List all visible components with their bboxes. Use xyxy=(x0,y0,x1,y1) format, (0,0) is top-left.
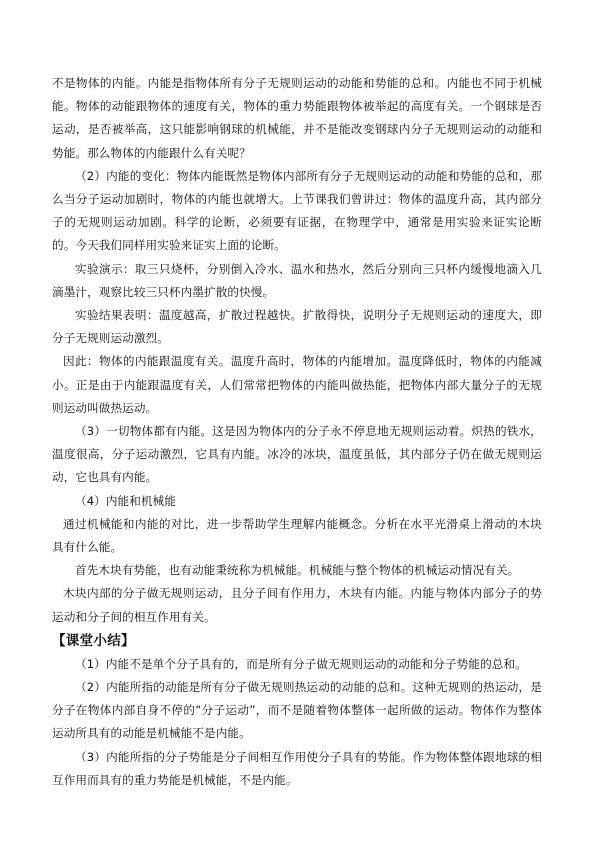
paragraph-all-objects-have-internal-energy: （3）一切物体都有内能。这是因为物体内的分子永不停息地无规则运动着。炽热的铁水，温度很高，分子运动激烈，它具有内能。冰冷的冰块，温度虽低，其内部分子仍在做无规则运动，它也具有内能。 xyxy=(52,424,542,485)
paragraph-internal-energy-change: （2）内能的变化：物体内能既然是物体内部所有分子无规则运动的动能和势能的总和，那么当分子运动加剧时，物体的内能也就增大。上节课我们曾讲过：物体的温度升高，其内部分子的无规则运动加剧。科学的论断，必须要有证据，在物理学中，通常是用实验来证实论断的。今天我们同样用实验来证实上面的论断。 xyxy=(52,168,542,253)
paragraph-block-internal-energy: 木块内部的分子做无规则运动，且分子间有作用力，木块有内能。内能与物体内部分子的势运动和分子间的相互作用有关。 xyxy=(52,586,542,624)
summary-heading: 【课堂小结】 xyxy=(52,632,135,649)
paragraph-comparison: 通过机械能和内能的对比，进一步帮助学生理解内能概念。分析在水平光滑桌上滑动的木块具有什么能。 xyxy=(52,516,542,555)
subheading-internal-vs-mechanical: （4）内能和机械能 xyxy=(75,493,177,508)
paragraph-experiment-result: 实验结果表明：温度越高，扩散过程越快。扩散得快，说明分子无规则运动的速度大，即分子无规则运动激烈。 xyxy=(52,308,542,346)
paragraph-experiment-demo: 实验演示：取三只烧杯，分别倒入冷水、温水和热水，然后分别向三只杯内缓慢地滴入几滴墨汁，观察比较三只杯内墨扩散的快慢。 xyxy=(52,261,542,299)
document-body xyxy=(52,72,542,792)
paragraph-continued: 不是物体的内能。内能是指物体所有分子无规则运动的动能和势能的总和。内能也不同于机械能。物体的动能跟物体的速度有关，物体的重力势能跟物体被举起的高度有关。一个钢球是否运动，是否被举高，这只能影响钢球的机械能，并不是能改变钢球内分子无规则运动的动能和势能。那么物体的内能跟什么有关呢？ xyxy=(52,76,542,160)
paragraph-mechanical-energy: 首先木块有势能，也有动能秉统称为机械能。机械能与整个物体的机械运动情况有关。 xyxy=(75,563,520,578)
summary-item-2: （2）内能所指的动能是所有分子做无规则热运动的动能的总和。这种无规则的热运动，是分子在物体内部自身不停的“分子运动”，而不是随着物体整体一起所做的运动。物体作为整体运动所具有的动能是机械能不是内能。 xyxy=(52,680,542,741)
paragraph-conclusion: 因此：物体的内能跟温度有关。温度升高时，物体的内能增加。温度降低时，物体的内能减小。正是由于内能跟温度有关，人们常常把物体的内能叫做热能，把物体内部大量分子的无规则运动叫做热运动。 xyxy=(52,354,542,415)
summary-item-3: （3）内能所指的分子势能是分子间相互作用使分子具有的势能。作为物体整体跟地球的相互作用而具有的重力势能是机械能，不是内能。 xyxy=(52,749,542,787)
summary-item-1: （1）内能不是单个分子具有的，而是所有分子做无规则运动的动能和分子势能的总和。 xyxy=(75,656,527,671)
